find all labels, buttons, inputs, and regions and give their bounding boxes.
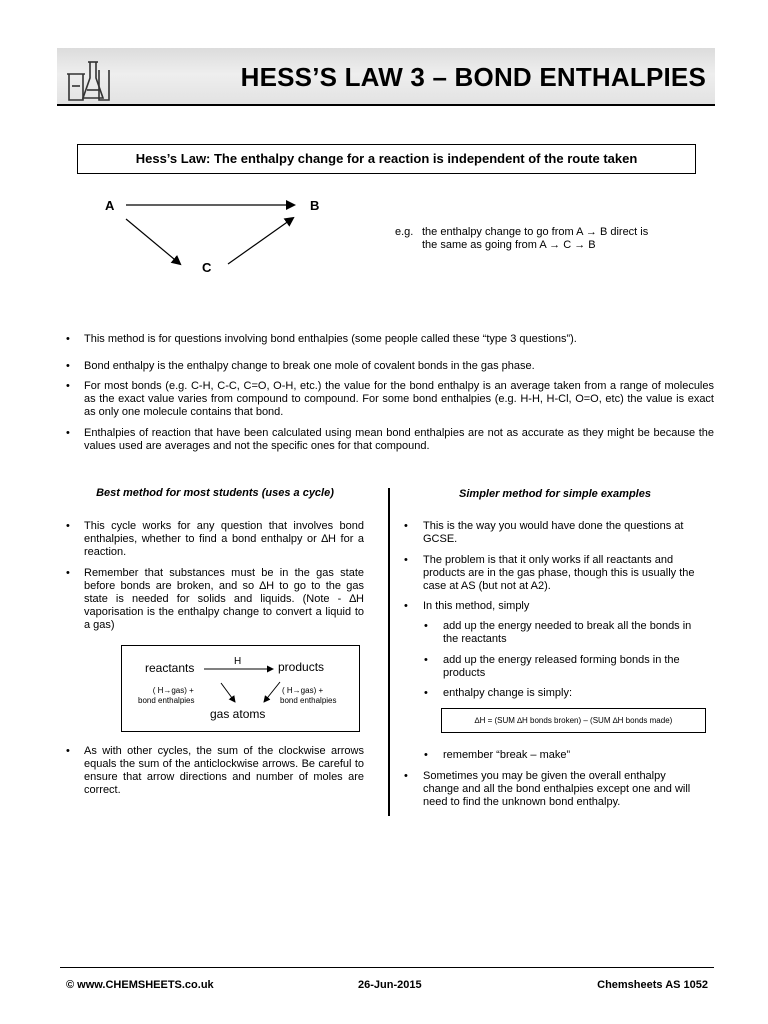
right-sub-bullet: • remember “break – make” bbox=[424, 749, 571, 761]
cycle-reactants: reactants bbox=[145, 661, 195, 675]
cycle-products: products bbox=[278, 660, 325, 674]
arrow-a-to-c bbox=[126, 219, 180, 264]
left-bullet: • Remember that substances must be in the gas state before bonds are broken, and so ∆H to go to the gas state is needed for solids and liquids. (Note - ∆H vaporisation is the enthalpy change to convert a liquid to a gas) bbox=[66, 567, 364, 631]
column-divider bbox=[388, 488, 390, 816]
hess-law-statement: Hess’s Law: The enthalpy change for a reaction is independent of the route taken bbox=[77, 144, 696, 174]
footer-rule bbox=[60, 967, 714, 968]
right-column-heading: Simpler method for simple examples bbox=[459, 488, 651, 500]
cycle-right-label: ( H→gas) + bond enthalpies bbox=[280, 686, 337, 705]
right-bullet: • The problem is that it only works if all reactants and products are in the gas phase, though this is usually the case at AS (but not at A2). bbox=[404, 554, 695, 592]
footer-ref: Chemsheets AS 1052 bbox=[597, 979, 708, 991]
node-b: B bbox=[310, 198, 320, 213]
node-c: C bbox=[202, 260, 212, 275]
node-a: A bbox=[105, 198, 115, 213]
footer-date: 26-Jun-2015 bbox=[358, 979, 422, 991]
bullet-item: • Bond enthalpy is the enthalpy change to break one mole of covalent bonds in the gas phase. bbox=[66, 360, 535, 372]
right-bullet: • Sometimes you may be given the overall enthalpy change and all the bond enthalpies except one and will need to find the unknown bond enthalpy. bbox=[404, 770, 691, 808]
header-rule bbox=[57, 104, 715, 106]
enthalpy-formula: ∆H = (SUM ∆H bonds broken) – (SUM ∆H bonds made) bbox=[441, 708, 706, 733]
cycle-arrow-right bbox=[264, 682, 280, 702]
bullet-item: • For most bonds (e.g. C-H, C-C, C=O, O-H, etc.) the value for the bond enthalpy is an average taken from a range of molecules as the exact value varies from compound to compound. For some bond enthalpies (e.g. H-H, H-Cl, O=O, etc) the value is exact as only one molecule contains that bond. bbox=[66, 380, 714, 418]
arrow-c-to-b bbox=[228, 218, 293, 264]
left-column-heading: Best method for most students (uses a cycle) bbox=[96, 487, 334, 499]
bullet-item: • This method is for questions involving bond enthalpies (some people called these “type 3 questions”). bbox=[66, 333, 577, 345]
footer-website: © www.CHEMSHEETS.co.uk bbox=[66, 979, 214, 991]
hess-triangle-arrows bbox=[100, 190, 320, 280]
left-bullet: • As with other cycles, the sum of the clockwise arrows equals the sum of the anticlockwise arrows. Be careful to ensure that arrow directions and number of moles are correct. bbox=[66, 745, 364, 796]
right-bullet: • This is the way you would have done the questions at GCSE. bbox=[404, 520, 684, 545]
cycle-arrow-left bbox=[221, 683, 235, 702]
lab-glassware-icon bbox=[63, 56, 113, 104]
right-sub-bullet: • add up the energy needed to break all the bonds in the reactants bbox=[424, 620, 692, 645]
right-bullet: • In this method, simply bbox=[404, 600, 530, 612]
cycle-arrow-label: H bbox=[234, 656, 242, 667]
cycle-left-label: ( H→gas) + bond enthalpies bbox=[138, 686, 195, 705]
cycle-arrows bbox=[121, 645, 360, 732]
page-title: HESS’S LAW 3 – BOND ENTHALPIES bbox=[240, 62, 706, 92]
left-bullet: • This cycle works for any question that involves bond enthalpies, whether to find a bond enthalpy or ∆H for a reaction. bbox=[66, 520, 364, 558]
cycle-gas-atoms: gas atoms bbox=[210, 707, 266, 721]
example-line-2: the same as going from A → C → B bbox=[422, 239, 596, 251]
right-sub-bullet: • add up the energy released forming bonds in the products bbox=[424, 654, 680, 679]
example-label: e.g. bbox=[395, 226, 414, 238]
example-line-1: the enthalpy change to go from A → B direct is bbox=[422, 226, 649, 238]
bullet-item: • Enthalpies of reaction that have been calculated using mean bond enthalpies are not as accurate as they might be because the values used are averages and not the specific ones for that compound. bbox=[66, 427, 714, 452]
triangle-example bbox=[395, 226, 695, 252]
right-sub-bullet: • enthalpy change is simply: bbox=[424, 687, 573, 699]
